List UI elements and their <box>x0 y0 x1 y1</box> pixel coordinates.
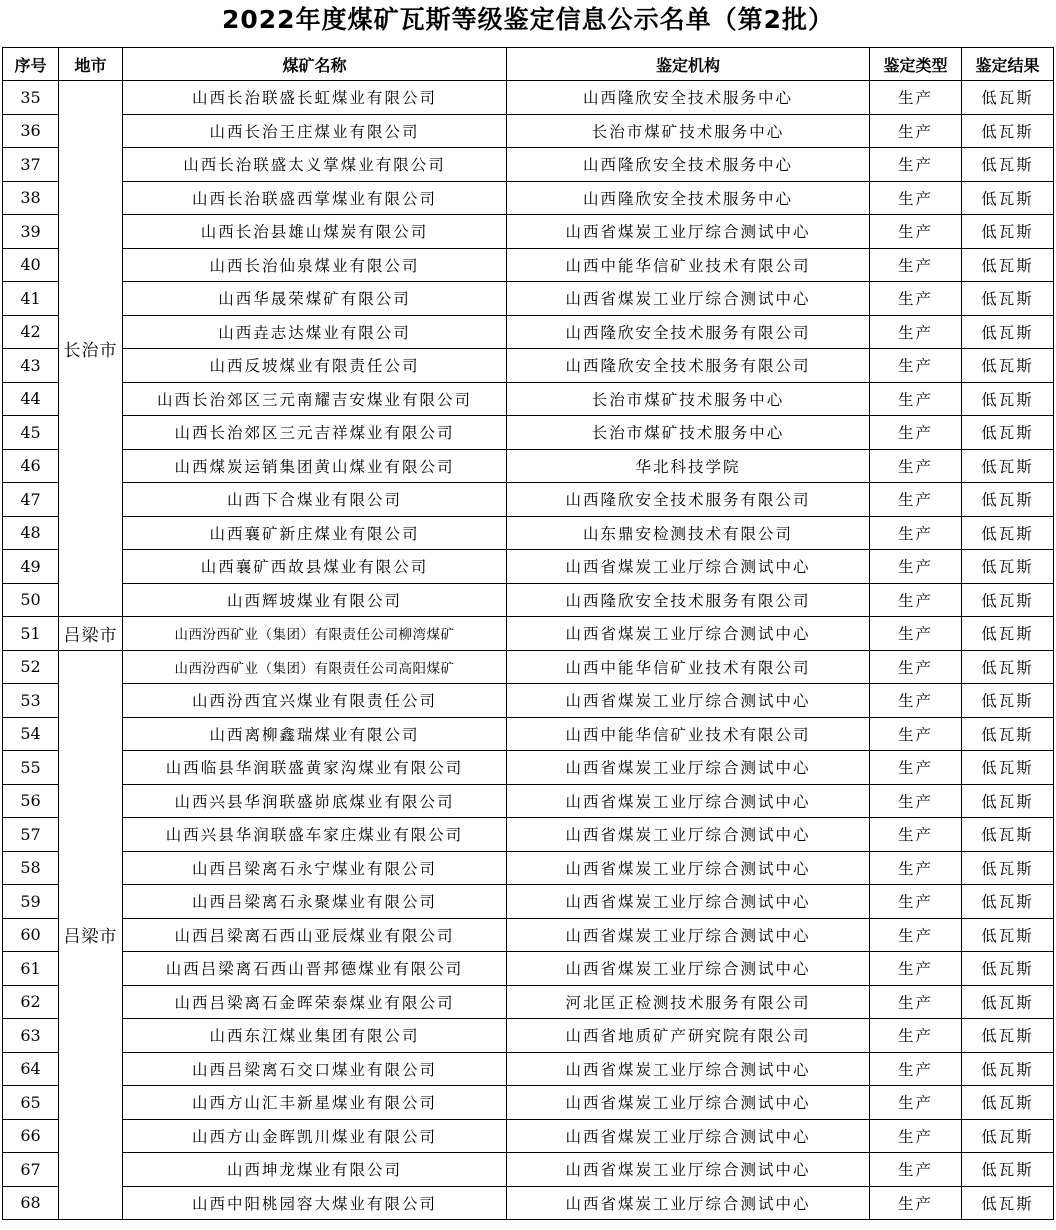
cell-no: 49 <box>3 550 59 584</box>
header-mine-name: 煤矿名称 <box>123 48 507 81</box>
cell-result: 低瓦斯 <box>962 148 1054 182</box>
cell-mine-name: 山西长治联盛西掌煤业有限公司 <box>123 181 507 215</box>
cell-result: 低瓦斯 <box>962 1119 1054 1153</box>
cell-result: 低瓦斯 <box>962 382 1054 416</box>
cell-type: 生产 <box>870 282 962 316</box>
cell-type: 生产 <box>870 985 962 1019</box>
cell-result: 低瓦斯 <box>962 885 1054 919</box>
table-row <box>3 1052 1054 1086</box>
cell-no: 47 <box>3 483 59 517</box>
cell-type: 生产 <box>870 851 962 885</box>
cell-organization: 山东鼎安检测技术有限公司 <box>507 516 870 550</box>
cell-organization: 山西省煤炭工业厅综合测试中心 <box>507 851 870 885</box>
table-row <box>3 382 1054 416</box>
cell-result: 低瓦斯 <box>962 282 1054 316</box>
cell-organization: 山西省煤炭工业厅综合测试中心 <box>507 1153 870 1187</box>
cell-result: 低瓦斯 <box>962 81 1054 115</box>
cell-city: 吕梁市 <box>59 617 123 651</box>
cell-type: 生产 <box>870 1153 962 1187</box>
cell-mine-name: 山西吕梁离石永宁煤业有限公司 <box>123 851 507 885</box>
table-row <box>3 784 1054 818</box>
cell-organization: 山西省煤炭工业厅综合测试中心 <box>507 684 870 718</box>
cell-organization: 山西隆欣安全技术服务中心 <box>507 148 870 182</box>
cell-organization: 山西省煤炭工业厅综合测试中心 <box>507 1186 870 1220</box>
cell-no: 48 <box>3 516 59 550</box>
cell-no: 65 <box>3 1086 59 1120</box>
cell-organization: 山西中能华信矿业技术有限公司 <box>507 248 870 282</box>
header-city: 地市 <box>59 48 123 81</box>
table-row <box>3 215 1054 249</box>
cell-mine-name: 山西方山金晖凯川煤业有限公司 <box>123 1119 507 1153</box>
table-row <box>3 449 1054 483</box>
cell-no: 55 <box>3 751 59 785</box>
cell-mine-name: 山西兴县华润联盛车家庄煤业有限公司 <box>123 818 507 852</box>
cell-type: 生产 <box>870 885 962 919</box>
cell-no: 35 <box>3 81 59 115</box>
table-row <box>3 751 1054 785</box>
cell-no: 36 <box>3 114 59 148</box>
cell-organization: 山西省煤炭工业厅综合测试中心 <box>507 751 870 785</box>
cell-organization: 山西省煤炭工业厅综合测试中心 <box>507 550 870 584</box>
cell-result: 低瓦斯 <box>962 1086 1054 1120</box>
table-row <box>3 81 1054 115</box>
cell-result: 低瓦斯 <box>962 114 1054 148</box>
cell-type: 生产 <box>870 416 962 450</box>
cell-result: 低瓦斯 <box>962 751 1054 785</box>
cell-type: 生产 <box>870 349 962 383</box>
table-header-row <box>3 48 1054 81</box>
cell-type: 生产 <box>870 583 962 617</box>
cell-result: 低瓦斯 <box>962 784 1054 818</box>
cell-result: 低瓦斯 <box>962 1019 1054 1053</box>
cell-no: 43 <box>3 349 59 383</box>
cell-mine-name: 山西辉坡煤业有限公司 <box>123 583 507 617</box>
cell-type: 生产 <box>870 248 962 282</box>
table-row <box>3 516 1054 550</box>
cell-no: 50 <box>3 583 59 617</box>
cell-no: 58 <box>3 851 59 885</box>
cell-no: 42 <box>3 315 59 349</box>
cell-no: 62 <box>3 985 59 1019</box>
cell-organization: 山西省煤炭工业厅综合测试中心 <box>507 1119 870 1153</box>
cell-mine-name: 山西汾西矿业（集团）有限责任公司柳湾煤矿 <box>123 617 507 651</box>
cell-type: 生产 <box>870 717 962 751</box>
cell-mine-name: 山西长治郊区三元吉祥煤业有限公司 <box>123 416 507 450</box>
cell-organization: 山西省煤炭工业厅综合测试中心 <box>507 1052 870 1086</box>
cell-no: 51 <box>3 617 59 651</box>
header-organization: 鉴定机构 <box>507 48 870 81</box>
cell-no: 54 <box>3 717 59 751</box>
cell-type: 生产 <box>870 1086 962 1120</box>
cell-type: 生产 <box>870 918 962 952</box>
table-row <box>3 349 1054 383</box>
table-row <box>3 1019 1054 1053</box>
cell-organization: 山西隆欣安全技术服务有限公司 <box>507 483 870 517</box>
cell-no: 40 <box>3 248 59 282</box>
cell-type: 生产 <box>870 181 962 215</box>
cell-result: 低瓦斯 <box>962 717 1054 751</box>
cell-no: 41 <box>3 282 59 316</box>
cell-result: 低瓦斯 <box>962 684 1054 718</box>
cell-result: 低瓦斯 <box>962 416 1054 450</box>
table-row <box>3 315 1054 349</box>
cell-mine-name: 山西兴县华润联盛峁底煤业有限公司 <box>123 784 507 818</box>
cell-result: 低瓦斯 <box>962 818 1054 852</box>
cell-type: 生产 <box>870 483 962 517</box>
cell-result: 低瓦斯 <box>962 483 1054 517</box>
cell-mine-name: 山西长治仙泉煤业有限公司 <box>123 248 507 282</box>
cell-organization: 河北匡正检测技术服务有限公司 <box>507 985 870 1019</box>
cell-organization: 山西隆欣安全技术服务有限公司 <box>507 315 870 349</box>
table-row <box>3 1153 1054 1187</box>
cell-mine-name: 山西吕梁离石永聚煤业有限公司 <box>123 885 507 919</box>
cell-no: 59 <box>3 885 59 919</box>
table-row <box>3 416 1054 450</box>
cell-no: 57 <box>3 818 59 852</box>
table-row <box>3 583 1054 617</box>
table-row <box>3 148 1054 182</box>
cell-result: 低瓦斯 <box>962 851 1054 885</box>
cell-result: 低瓦斯 <box>962 516 1054 550</box>
cell-no: 60 <box>3 918 59 952</box>
cell-result: 低瓦斯 <box>962 1186 1054 1220</box>
cell-no: 38 <box>3 181 59 215</box>
cell-type: 生产 <box>870 382 962 416</box>
table-row <box>3 885 1054 919</box>
cell-mine-name: 山西煤炭运销集团黄山煤业有限公司 <box>123 449 507 483</box>
cell-mine-name: 山西反坡煤业有限责任公司 <box>123 349 507 383</box>
cell-organization: 山西省煤炭工业厅综合测试中心 <box>507 885 870 919</box>
cell-mine-name: 山西汾西矿业（集团）有限责任公司高阳煤矿 <box>123 650 507 684</box>
cell-type: 生产 <box>870 148 962 182</box>
cell-result: 低瓦斯 <box>962 650 1054 684</box>
table-body <box>3 81 1054 1220</box>
cell-organization: 山西省煤炭工业厅综合测试中心 <box>507 918 870 952</box>
cell-type: 生产 <box>870 1186 962 1220</box>
cell-no: 39 <box>3 215 59 249</box>
cell-mine-name: 山西临县华润联盛黄家沟煤业有限公司 <box>123 751 507 785</box>
cell-result: 低瓦斯 <box>962 1153 1054 1187</box>
cell-type: 生产 <box>870 114 962 148</box>
cell-organization: 山西省煤炭工业厅综合测试中心 <box>507 818 870 852</box>
cell-mine-name: 山西吕梁离石西山晋邦德煤业有限公司 <box>123 952 507 986</box>
cell-no: 68 <box>3 1186 59 1220</box>
cell-result: 低瓦斯 <box>962 918 1054 952</box>
cell-organization: 山西省地质矿产研究院有限公司 <box>507 1019 870 1053</box>
cell-mine-name: 山西襄矿新庄煤业有限公司 <box>123 516 507 550</box>
cell-no: 45 <box>3 416 59 450</box>
table-row <box>3 918 1054 952</box>
cell-mine-name: 山西长治郊区三元南耀吉安煤业有限公司 <box>123 382 507 416</box>
cell-no: 66 <box>3 1119 59 1153</box>
cell-type: 生产 <box>870 784 962 818</box>
cell-mine-name: 山西吕梁离石交口煤业有限公司 <box>123 1052 507 1086</box>
cell-no: 61 <box>3 952 59 986</box>
cell-organization: 山西隆欣安全技术服务中心 <box>507 81 870 115</box>
cell-type: 生产 <box>870 650 962 684</box>
cell-city: 吕梁市 <box>59 650 123 1220</box>
cell-mine-name: 山西方山汇丰新星煤业有限公司 <box>123 1086 507 1120</box>
table-row <box>3 717 1054 751</box>
cell-type: 生产 <box>870 215 962 249</box>
cell-organization: 山西中能华信矿业技术有限公司 <box>507 650 870 684</box>
cell-result: 低瓦斯 <box>962 985 1054 1019</box>
table-row <box>3 1119 1054 1153</box>
cell-type: 生产 <box>870 1019 962 1053</box>
cell-organization: 山西中能华信矿业技术有限公司 <box>507 717 870 751</box>
cell-no: 46 <box>3 449 59 483</box>
table-row <box>3 114 1054 148</box>
table-row <box>3 1086 1054 1120</box>
cell-type: 生产 <box>870 952 962 986</box>
cell-result: 低瓦斯 <box>962 1052 1054 1086</box>
cell-mine-name: 山西长治王庄煤业有限公司 <box>123 114 507 148</box>
table-row <box>3 952 1054 986</box>
cell-mine-name: 山西下合煤业有限公司 <box>123 483 507 517</box>
cell-no: 64 <box>3 1052 59 1086</box>
cell-organization: 山西隆欣安全技术服务有限公司 <box>507 583 870 617</box>
table-row <box>3 1186 1054 1220</box>
cell-organization: 山西省煤炭工业厅综合测试中心 <box>507 215 870 249</box>
table-row <box>3 818 1054 852</box>
cell-no: 67 <box>3 1153 59 1187</box>
cell-mine-name: 山西长治县雄山煤炭有限公司 <box>123 215 507 249</box>
header-result: 鉴定结果 <box>962 48 1054 81</box>
cell-organization: 长治市煤矿技术服务中心 <box>507 114 870 148</box>
page-title: 2022年度煤矿瓦斯等级鉴定信息公示名单（第2批） <box>222 5 834 34</box>
cell-type: 生产 <box>870 516 962 550</box>
cell-type: 生产 <box>870 818 962 852</box>
cell-type: 生产 <box>870 81 962 115</box>
cell-organization: 山西省煤炭工业厅综合测试中心 <box>507 784 870 818</box>
table-row <box>3 851 1054 885</box>
cell-result: 低瓦斯 <box>962 449 1054 483</box>
cell-result: 低瓦斯 <box>962 952 1054 986</box>
cell-type: 生产 <box>870 1119 962 1153</box>
cell-result: 低瓦斯 <box>962 617 1054 651</box>
cell-no: 44 <box>3 382 59 416</box>
cell-mine-name: 山西中阳桃园容大煤业有限公司 <box>123 1186 507 1220</box>
cell-result: 低瓦斯 <box>962 583 1054 617</box>
cell-type: 生产 <box>870 315 962 349</box>
cell-result: 低瓦斯 <box>962 181 1054 215</box>
cell-type: 生产 <box>870 751 962 785</box>
cell-type: 生产 <box>870 550 962 584</box>
table-row <box>3 684 1054 718</box>
cell-mine-name: 山西汾西宜兴煤业有限责任公司 <box>123 684 507 718</box>
table-row <box>3 181 1054 215</box>
cell-result: 低瓦斯 <box>962 550 1054 584</box>
cell-mine-name: 山西长治联盛太义掌煤业有限公司 <box>123 148 507 182</box>
table-row <box>3 282 1054 316</box>
table-row <box>3 483 1054 517</box>
cell-mine-name: 山西吕梁离石西山亚辰煤业有限公司 <box>123 918 507 952</box>
cell-organization: 长治市煤矿技术服务中心 <box>507 382 870 416</box>
cell-result: 低瓦斯 <box>962 315 1054 349</box>
cell-no: 53 <box>3 684 59 718</box>
cell-mine-name: 山西坤龙煤业有限公司 <box>123 1153 507 1187</box>
cell-mine-name: 山西襄矿西故县煤业有限公司 <box>123 550 507 584</box>
table-row <box>3 650 1054 684</box>
header-type: 鉴定类型 <box>870 48 962 81</box>
cell-no: 63 <box>3 1019 59 1053</box>
table-row <box>3 248 1054 282</box>
cell-mine-name: 山西垚志达煤业有限公司 <box>123 315 507 349</box>
table-row <box>3 985 1054 1019</box>
cell-type: 生产 <box>870 1052 962 1086</box>
cell-organization: 山西省煤炭工业厅综合测试中心 <box>507 952 870 986</box>
cell-result: 低瓦斯 <box>962 248 1054 282</box>
cell-no: 56 <box>3 784 59 818</box>
cell-mine-name: 山西长治联盛长虹煤业有限公司 <box>123 81 507 115</box>
cell-city: 长治市 <box>59 81 123 617</box>
header-no: 序号 <box>3 48 59 81</box>
cell-organization: 山西隆欣安全技术服务有限公司 <box>507 349 870 383</box>
cell-result: 低瓦斯 <box>962 215 1054 249</box>
cell-organization: 山西省煤炭工业厅综合测试中心 <box>507 1086 870 1120</box>
cell-mine-name: 山西离柳鑫瑞煤业有限公司 <box>123 717 507 751</box>
table-row <box>3 550 1054 584</box>
cell-mine-name: 山西吕梁离石金晖荣泰煤业有限公司 <box>123 985 507 1019</box>
cell-organization: 华北科技学院 <box>507 449 870 483</box>
cell-no: 52 <box>3 650 59 684</box>
cell-organization: 山西省煤炭工业厅综合测试中心 <box>507 282 870 316</box>
mine-list-table <box>2 47 1054 1220</box>
cell-type: 生产 <box>870 617 962 651</box>
cell-result: 低瓦斯 <box>962 349 1054 383</box>
cell-mine-name: 山西东江煤业集团有限公司 <box>123 1019 507 1053</box>
cell-organization: 山西隆欣安全技术服务中心 <box>507 181 870 215</box>
cell-type: 生产 <box>870 684 962 718</box>
cell-organization: 长治市煤矿技术服务中心 <box>507 416 870 450</box>
table-row <box>3 617 1054 651</box>
cell-mine-name: 山西华晟荣煤矿有限公司 <box>123 282 507 316</box>
cell-type: 生产 <box>870 449 962 483</box>
cell-organization: 山西省煤炭工业厅综合测试中心 <box>507 617 870 651</box>
cell-no: 37 <box>3 148 59 182</box>
